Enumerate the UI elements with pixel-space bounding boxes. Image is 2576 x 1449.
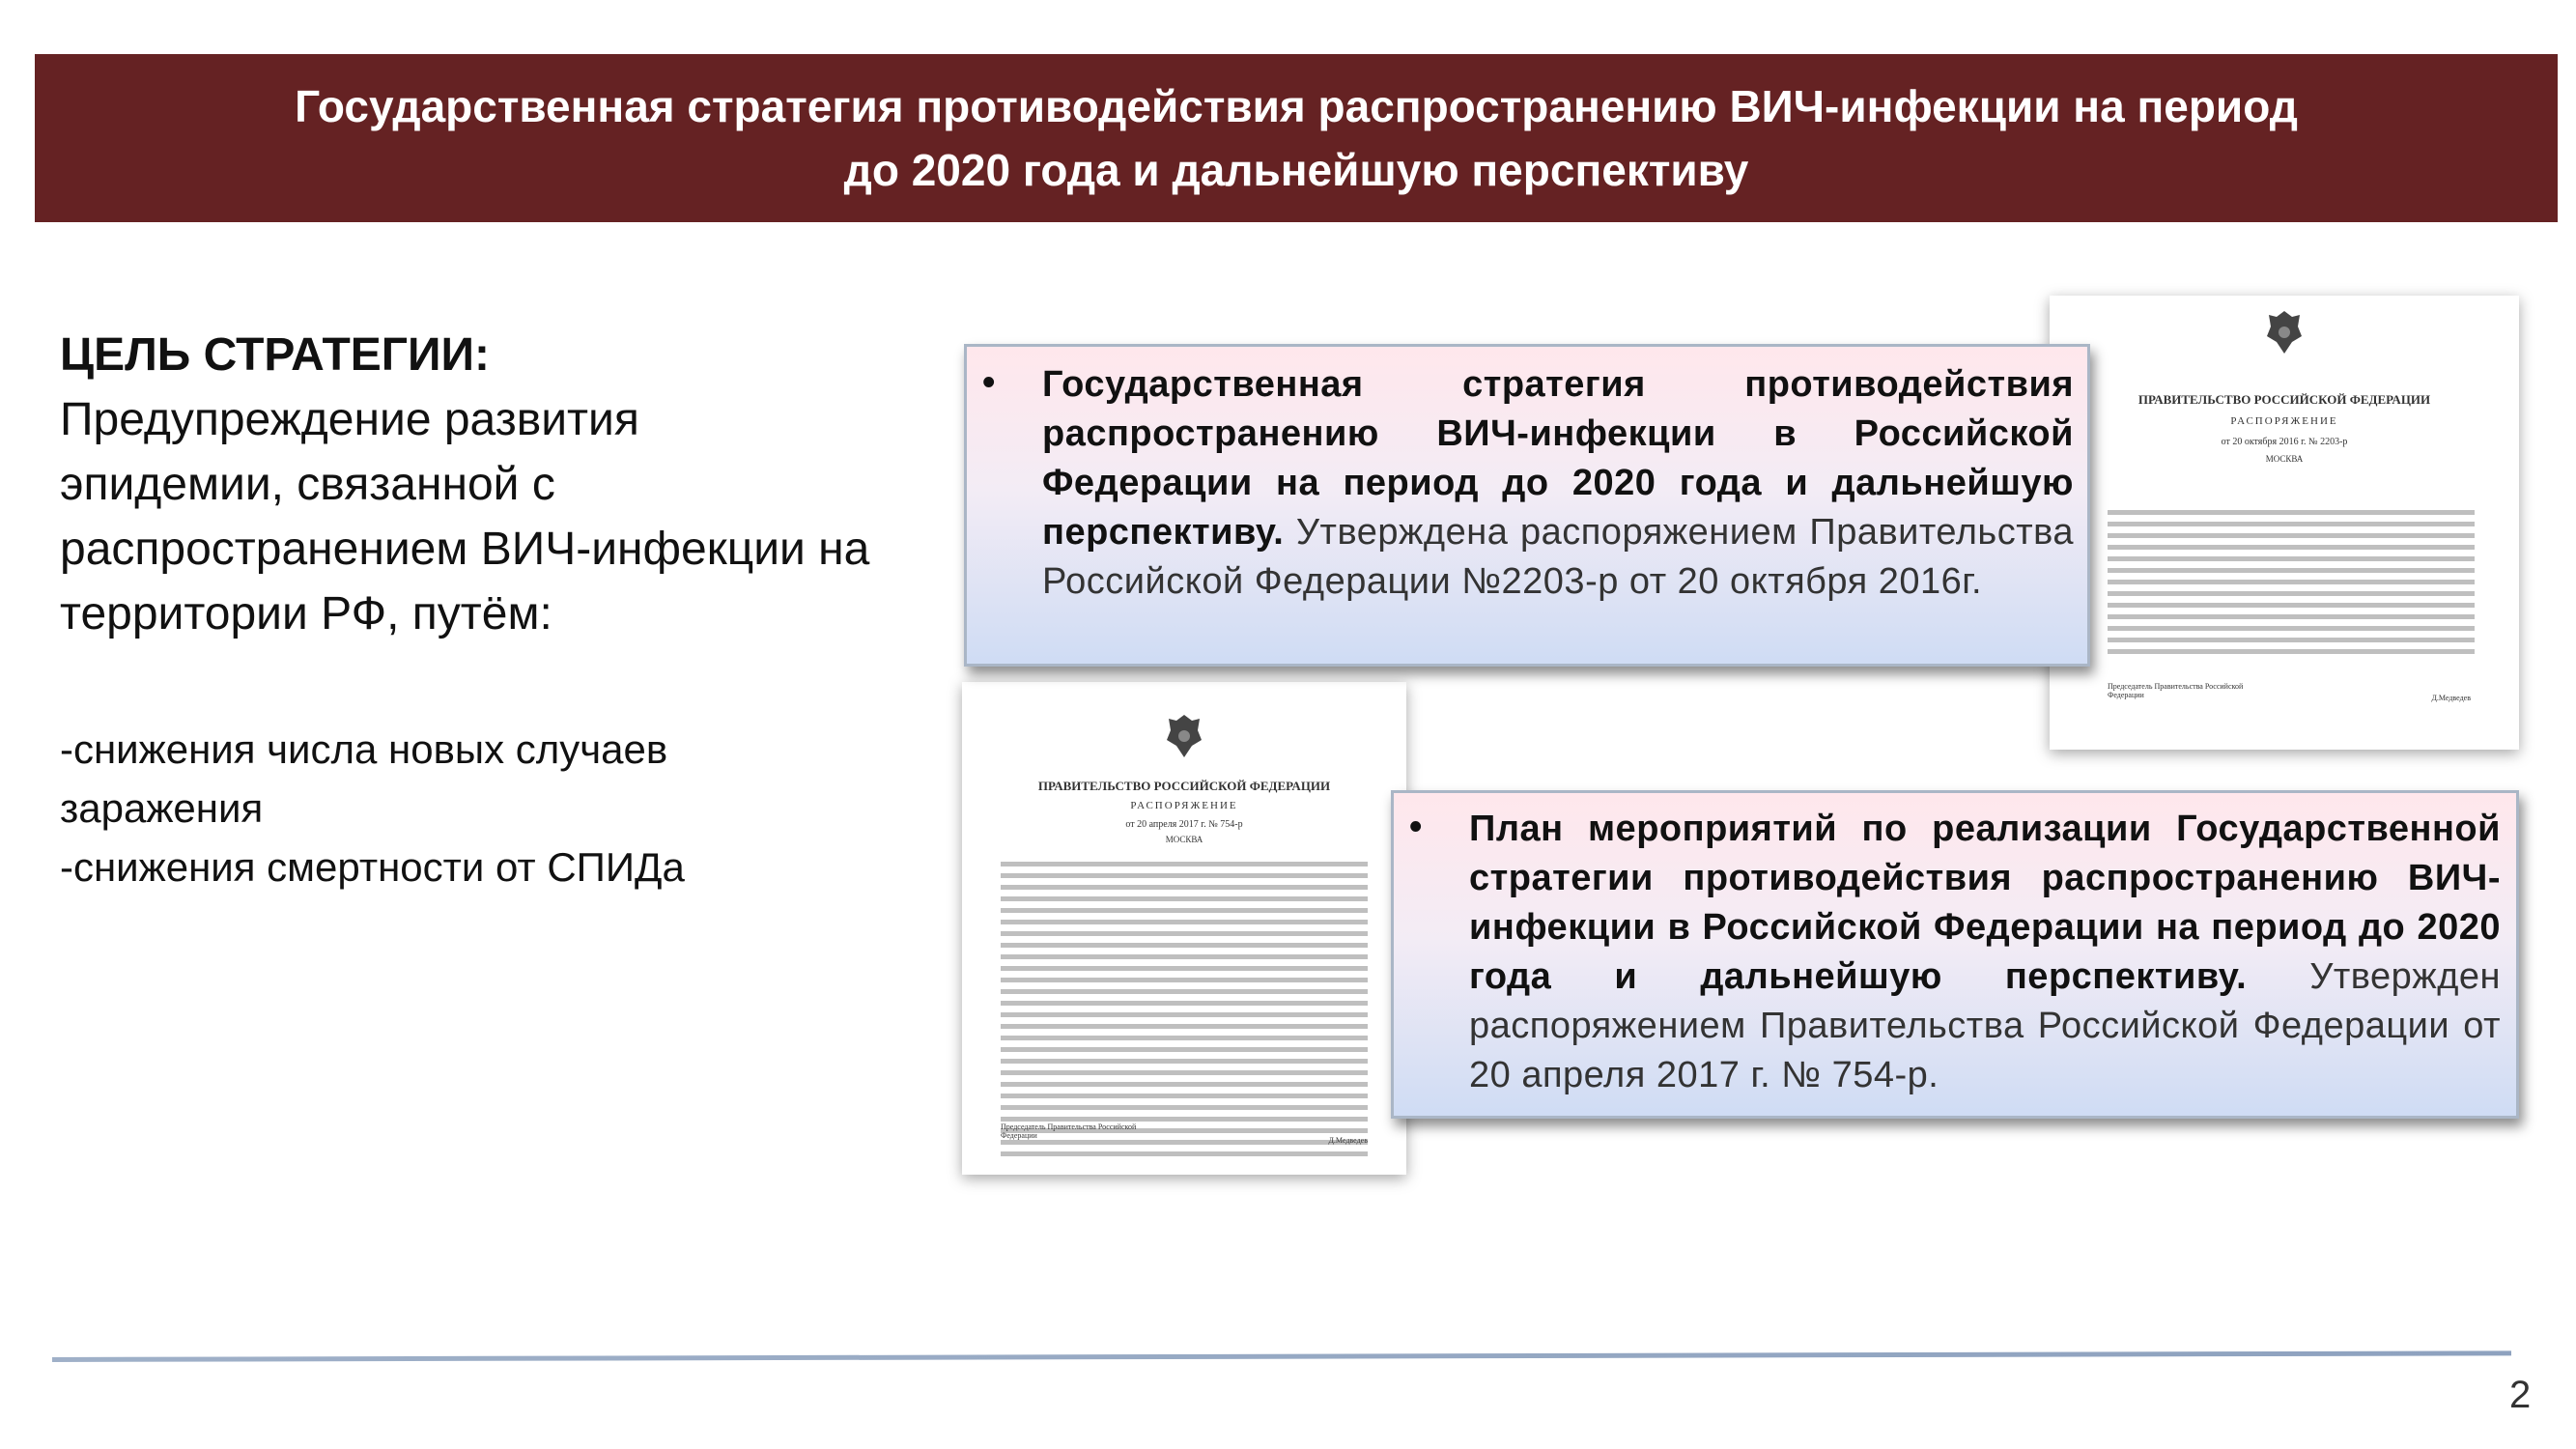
document-signer-name: Д.Медведев bbox=[2431, 694, 2471, 702]
strategy-goal-block bbox=[60, 324, 948, 896]
action-plan-info-card bbox=[1391, 790, 2519, 1119]
card-title: Государственная стратегия противодействия распространению ВИЧ-инфекции в Российской Федерации на период до 2020 года и дальнейшую перспективу. bbox=[1042, 364, 2074, 553]
document-signer-role: Председатель Правительства Российской Федерации bbox=[1001, 1122, 1137, 1140]
card-text bbox=[1042, 360, 2074, 607]
card-approval: Утвержден распоряжением Правительства Российской Федерации от 20 апреля 2017 г. № 754-р. bbox=[1469, 956, 2502, 1095]
card-approval: Утверждена распоряжением Правительства Российской Федерации №2203-р от 20 октября 2016г. bbox=[1042, 512, 2074, 602]
goal-method-item: заражения bbox=[60, 785, 264, 831]
card-text bbox=[1469, 805, 2501, 1100]
document-body-text bbox=[1001, 862, 1368, 1163]
strategy-info-card bbox=[964, 344, 2090, 667]
document-date: от 20 апреля 2017 г. № 754-р bbox=[1125, 819, 1243, 830]
document-date: от 20 октября 2016 г. № 2203-р bbox=[2221, 437, 2348, 447]
slide-title-line-2: до 2020 года и дальнейшую перспективу bbox=[843, 145, 1749, 195]
footer-divider bbox=[52, 1350, 2511, 1362]
card-title: План мероприятий по реализации Государственной стратегии противодействия распространению ВИЧ-инфекции в Российской Федерации на период до 2020 года и дальнейшую перспективу. bbox=[1469, 809, 2501, 997]
bullet-marker: • bbox=[982, 362, 996, 403]
goal-line: территории РФ, путём: bbox=[60, 588, 552, 639]
goal-method-item: -снижения смертности от СПИДа bbox=[60, 844, 685, 890]
goal-description bbox=[60, 387, 948, 646]
bullet-marker: • bbox=[1409, 807, 1423, 847]
document-body-text bbox=[2108, 510, 2475, 661]
goal-method-item: -снижения числа новых случаев bbox=[60, 726, 668, 772]
document-image-2203r bbox=[2050, 296, 2519, 750]
slide-title-line-1: Государственная стратегия противодействия распространению ВИЧ-инфекции на период bbox=[295, 81, 2298, 131]
coat-of-arms-icon bbox=[2263, 307, 2306, 357]
coat-of-arms-icon bbox=[1163, 711, 1205, 761]
goal-line: Предупреждение развития bbox=[60, 394, 639, 445]
page-number: 2 bbox=[2509, 1374, 2532, 1416]
goal-heading: ЦЕЛЬ СТРАТЕГИИ: bbox=[60, 329, 490, 381]
document-type: РАСПОРЯЖЕНИЕ bbox=[1130, 800, 1238, 811]
document-type: РАСПОРЯЖЕНИЕ bbox=[2230, 415, 2338, 427]
slide-title-banner bbox=[35, 54, 2558, 222]
document-signer-role: Председатель Правительства Российской Федерации bbox=[2108, 682, 2244, 699]
document-city: МОСКВА bbox=[2265, 454, 2304, 464]
document-org: ПРАВИТЕЛЬСТВО РОССИЙСКОЙ ФЕДЕРАЦИИ bbox=[2137, 392, 2431, 407]
document-signer-name: Д.Медведев bbox=[1328, 1136, 1368, 1145]
goal-line: распространением ВИЧ-инфекции на bbox=[60, 524, 870, 575]
goal-methods-list bbox=[60, 720, 948, 896]
goal-line: эпидемии, связанной с bbox=[60, 459, 555, 510]
document-image-754r bbox=[962, 682, 1406, 1175]
document-org: ПРАВИТЕЛЬСТВО РОССИЙСКОЙ ФЕДЕРАЦИИ bbox=[1037, 779, 1331, 793]
document-city: МОСКВА bbox=[1165, 835, 1203, 844]
